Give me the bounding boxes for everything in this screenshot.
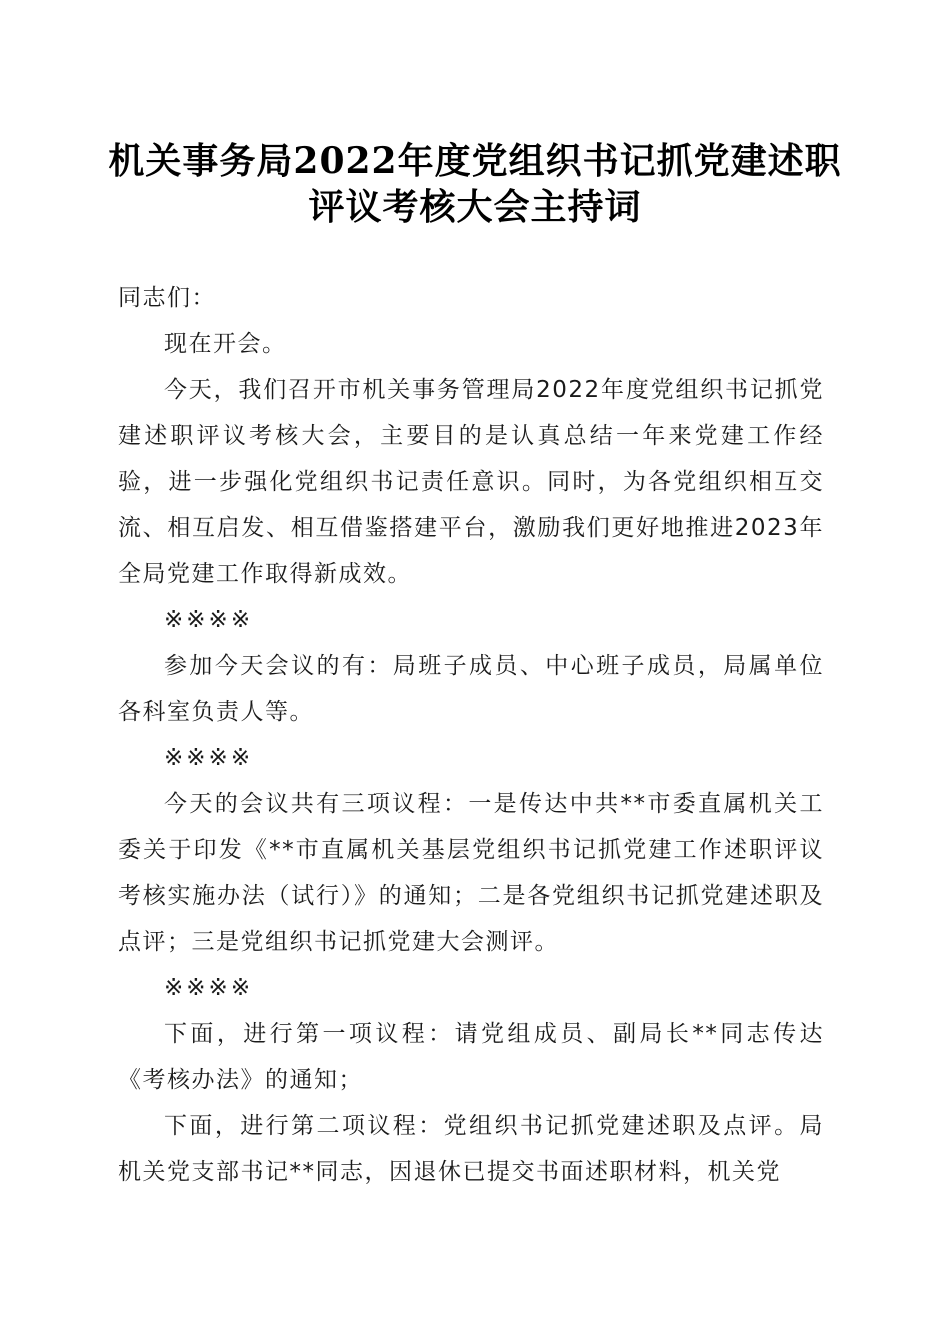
salutation: 同志们： <box>118 285 216 311</box>
paragraph-second-item: 下面，进行第二项议程：党组织书记抓党建述职及点评。局机关党支部书记**同志，因退休已提交书面述职材料，机关党 <box>118 1113 824 1185</box>
paragraph-agenda: 今天的会议共有三项议程：一是传达中共**市委直属机关工委关于印发《**市直属机关基层党组织书记抓党建工作述职评议考核实施办法（试行）》的通知；二是各党组织书记抓党建述职及点评；三是党组织书记抓党建大会测评。 <box>118 791 824 955</box>
paragraph-first-item: 下面，进行第一项议程：请党组成员、副局长**同志传达《考核办法》的通知； <box>118 1021 824 1093</box>
separator-marks: ※※※※ <box>164 607 254 633</box>
paragraph-attendees: 参加今天会议的有：局班子成员、中心班子成员，局属单位各科室负责人等。 <box>118 653 824 725</box>
document-title-line-1: 机关事务局2022年度党组织书记抓党建述职 <box>108 140 842 182</box>
separator-marks: ※※※※ <box>164 975 254 1001</box>
separator-marks: ※※※※ <box>164 745 254 771</box>
paragraph-opening: 现在开会。 <box>164 331 287 357</box>
document-body <box>118 275 824 1195</box>
paragraph-purpose: 今天，我们召开市机关事务管理局2022年度党组织书记抓党建述职评议考核大会，主要目的是认真总结一年来党建工作经验，进一步强化党组织书记责任意识。同时，为各党组织相互交流、相互启发、相互借鉴搭建平台，激励我们更好地推进2023年全局党建工作取得新成效。 <box>118 377 824 587</box>
document-title-line-2: 评议考核大会主持词 <box>308 186 642 228</box>
